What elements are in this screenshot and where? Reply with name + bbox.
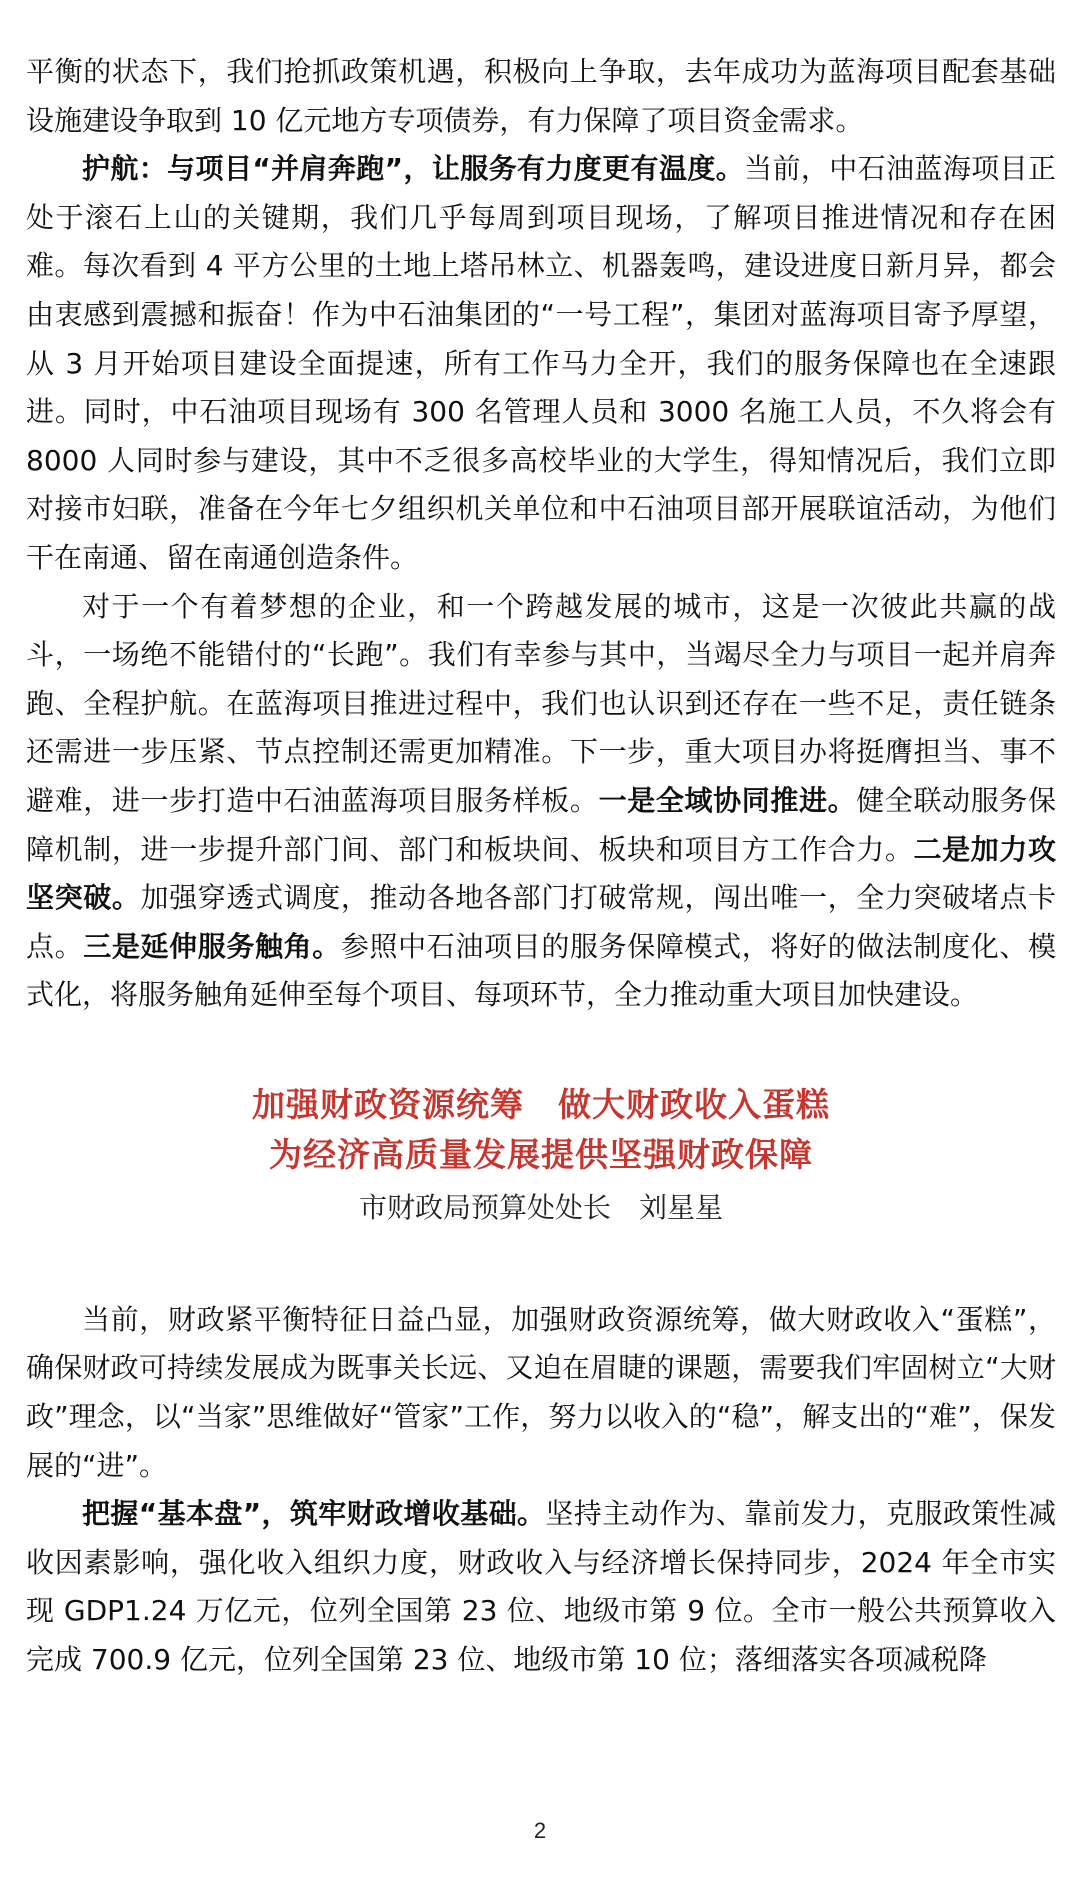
paragraph-escort xyxy=(26,145,1056,582)
paragraph-text: 参照中石油项目的服务保障模式，将好的做法制度化、模式化，将服务触角延伸至每个项目、每项环节，全力推动重大项目加快建设。 xyxy=(26,929,1056,1012)
article2-body xyxy=(26,1296,1056,1685)
article-title-line-1: 加强财政资源统筹 做大财政收入蛋糕 xyxy=(252,1084,830,1124)
article-title-line-2: 为经济高质量发展提供坚强财政保障 xyxy=(269,1134,813,1174)
paragraph-text: 加强穿透式调度，推动各地各部门打破常规，闯出唯一，全力突破堵点卡点。 xyxy=(26,881,1056,963)
page-number: 2 xyxy=(533,1818,547,1843)
paragraph-text: 当前，财政紧平衡特征日益凸显，加强财政资源统筹，做大财政收入“蛋糕”，确保财政可持续发展成为既事关长远、又迫在眉睫的课题，需要我们牢固树立“大财政”理念，以“当家”思维做好“管家”工作，努力以收入的“稳”，解支出的“难”，保发展的“进”。 xyxy=(26,1302,1056,1482)
paragraph-text: 当前，中石油蓝海项目正处于滚石上山的关键期，我们几乎每周到项目现场，了解项目推进情况和存在困难。每次看到 4 平方公里的土地上塔吊林立、机器轰鸣，建设进度日新月异，都会由衷感到震撼和振奋！作为中石油集团的“一号工程”，集团对蓝海项目寄予厚望，从 3 月开始项目建设全面提速，所有工作马力全开，我们的服务保障也在全速跟进。同时，中石油项目现场有 300 名管理人员和 3000 名施工人员，不久将会有 8000 人同时参与建设，其中不乏很多高校毕业的大学生，得知情况后，我们立即对接市妇联，准备在今年七夕组织机关单位和中石油项目部开展联谊活动，为他们干在南通、留在南通创造条件。 xyxy=(26,152,1056,574)
bold-point-1: 一是全域协同推进。 xyxy=(598,783,857,817)
bold-heading-escort: 护航：与项目“并肩奔跑”，让服务有力度更有温度。 xyxy=(82,152,745,186)
paragraph-basic xyxy=(26,1490,1056,1684)
paragraph-text: 健全联动服务保障机制，进一步提升部门间、部门和板块间、板块和项目方工作合力。 xyxy=(26,783,1056,866)
paragraph-text: 对于一个有着梦想的企业，和一个跨越发展的城市，这是一次彼此共赢的战斗，一场绝不能错付的“长跑”。我们有幸参与其中，当竭尽全力与项目一起并肩奔跑、全程护航。在蓝海项目推进过程中，我们也认识到还存在一些不足，责任链条还需进一步压紧、节点控制还需更加精准。下一步，重大项目办将挺膺担当、事不避难，进一步打造中石油蓝海项目服务样板。 xyxy=(26,589,1056,817)
bold-heading-basic: 把握“基本盘”，筑牢财政增收基础。 xyxy=(82,1497,546,1531)
paragraph-text: 坚持主动作为、靠前发力，克服政策性减收因素影响，强化收入组织力度，财政收入与经济增长保持同步，2024 年全市实现 GDP1.24 万亿元，位列全国第 23 位、地级市第 9 位。全市一般公共预算收入完成 700.9 亿元，位列全国第 23 位、地级市第 10 位；落细落实各项减税降 xyxy=(26,1497,1056,1677)
paragraph-intro xyxy=(26,1296,1056,1490)
bold-point-2: 二是加力攻坚突破。 xyxy=(26,832,1056,915)
paragraph-next-steps xyxy=(26,583,1056,1020)
article-author: 市财政局预算处处长 刘星星 xyxy=(358,1190,723,1224)
bold-point-3: 三是延伸服务触角。 xyxy=(83,929,341,963)
document-page xyxy=(26,48,1056,1685)
article-title-block xyxy=(26,1080,1056,1234)
paragraph-text: 平衡的状态下，我们抢抓政策机遇，积极向上争取，去年成功为蓝海项目配套基础设施建设争取到 10 亿元地方专项债券，有力保障了项目资金需求。 xyxy=(26,55,1056,137)
paragraph-1 xyxy=(26,48,1056,145)
